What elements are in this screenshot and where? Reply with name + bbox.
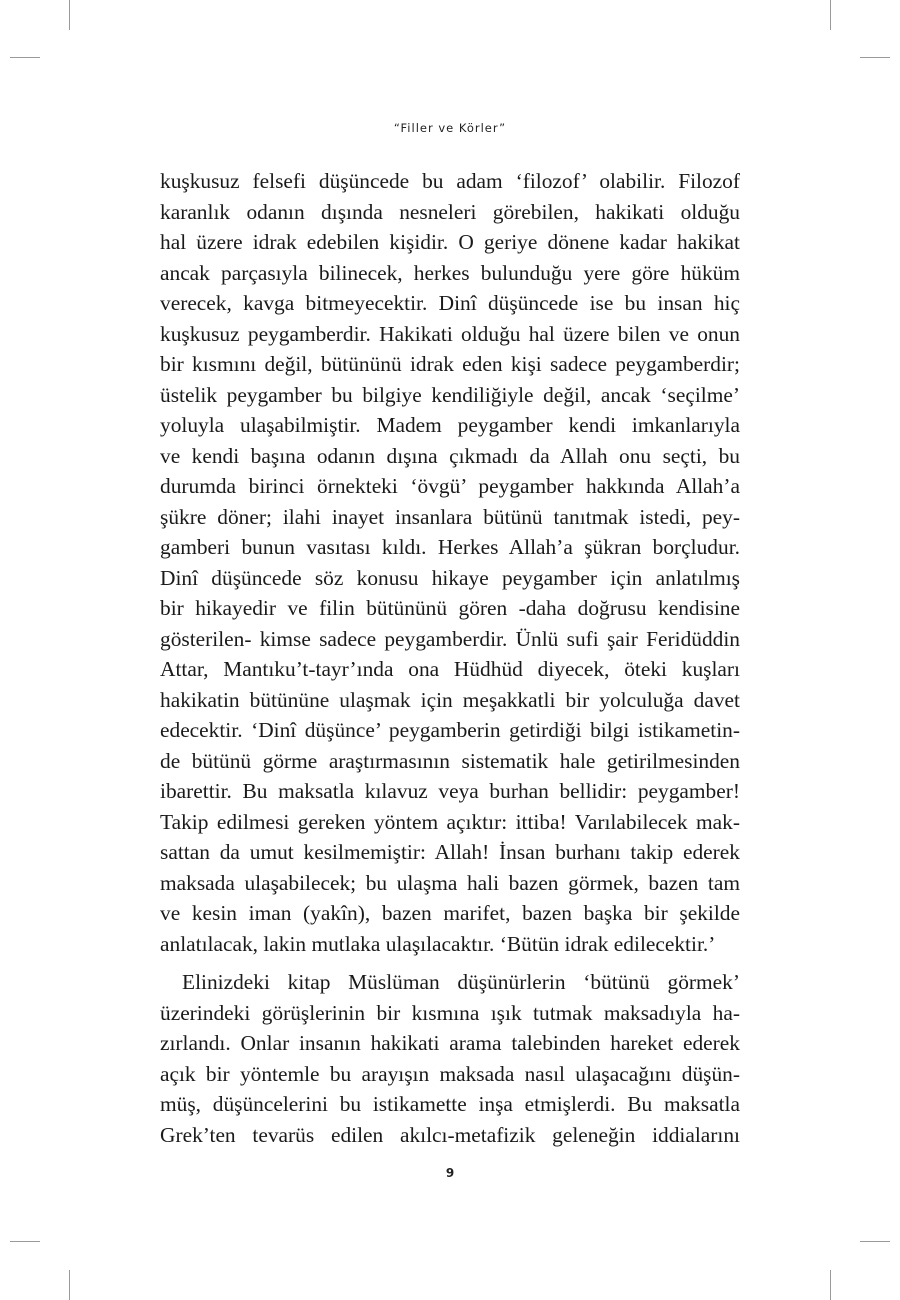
crop-mark-top-right bbox=[830, 0, 831, 30]
text-line: karanlık odanın dışında nesneleri görebilen, hakikati olduğu bbox=[160, 199, 740, 224]
crop-mark-left-top bbox=[10, 57, 40, 58]
text-line: üzerindeki görüşlerinin bir kısmına ışık tutmak maksadıyla ha- bbox=[160, 1000, 740, 1025]
text-line: sattan da umut kesilmemiştir: Allah! İnsan burhanı takip ederek bbox=[160, 840, 740, 864]
text-line: verecek, kavga bitmeyecektir. Dinî düşüncede ise bu insan hiç bbox=[160, 291, 740, 315]
page-number: 9 bbox=[445, 1166, 455, 1180]
text-line: zırlandı. Onlar insanın hakikati arama talebinden hareket ederek bbox=[160, 1031, 740, 1055]
text-line: kuşkusuz peygamberdir. Hakikati olduğu hal üzere bilen ve onun bbox=[160, 321, 740, 346]
text-line: müş, düşüncelerini bu istikamette inşa etmişlerdi. Bu maksatla bbox=[160, 1092, 740, 1116]
text-line: Elinizdeki kitap Müslüman düşünürlerin ‘bütünü görmek’ bbox=[182, 970, 740, 994]
crop-mark-right-top bbox=[860, 57, 890, 58]
text-line: açık bir yöntemle bu arayışın maksada nasıl ulaşacağını düşün- bbox=[160, 1061, 740, 1086]
text-line: ancak parçasıyla bilinecek, herkes bulunduğu yere göre hüküm bbox=[160, 260, 740, 285]
paragraph-2 bbox=[160, 967, 740, 1150]
text-line: şükre döner; ilahi inayet insanlara bütünü tanıtmak istedi, pey- bbox=[160, 504, 740, 529]
text-line: ve kesin iman (yakîn), bazen marifet, bazen başka bir şekilde bbox=[160, 901, 740, 925]
text-line: bir kısmını değil, bütününü idrak eden kişi sadece peygamberdir; bbox=[160, 352, 740, 376]
text-line: anlatılacak, lakin mutlaka ulaşılacaktır. ‘Bütün idrak edilecektir.’ bbox=[160, 931, 716, 956]
text-line: hakikatin bütününe ulaşmak için meşakkatli bir yolculuğa davet bbox=[160, 687, 740, 712]
text-line: gösterilen- kimse sadece peygamberdir. Ünlü sufi şair Feridüddin bbox=[160, 626, 740, 651]
text-line: gamberi bunun vasıtası kıldı. Herkes Allah’a şükran borçludur. bbox=[160, 535, 740, 559]
text-line: Dinî düşüncede söz konusu hikaye peygamber için anlatılmış bbox=[160, 565, 740, 590]
paragraph-gap bbox=[160, 959, 740, 967]
running-head: “Filler ve Körler” bbox=[393, 121, 507, 135]
text-line: edecektir. ‘Dinî düşünce’ peygamberin getirdiği bilgi istikametin- bbox=[160, 718, 740, 742]
text-line: bir hikayedir ve filin bütününü gören -daha doğrusu kendisine bbox=[160, 596, 740, 620]
paragraph-1 bbox=[160, 166, 740, 959]
text-line: durumda birinci örnekteki ‘övgü’ peygamber hakkında Allah’a bbox=[160, 474, 740, 498]
crop-mark-bottom-left bbox=[69, 1270, 70, 1300]
crop-mark-left-bottom bbox=[10, 1241, 40, 1242]
text-line: ve kendi başına odanın dışına çıkmadı da Allah onu seçti, bu bbox=[160, 443, 740, 468]
crop-mark-top-left bbox=[69, 0, 70, 30]
text-line: üstelik peygamber bu bilgiye kendiliğiyle değil, ancak ‘seçilme’ bbox=[160, 382, 740, 407]
body-text bbox=[160, 166, 740, 1150]
text-line: Takip edilmesi gereken yöntem açıktır: ittiba! Varılabilecek mak- bbox=[160, 809, 740, 834]
text-line: Grek’ten tevarüs edilen akılcı-metafizik geleneğin iddialarını bbox=[160, 1122, 740, 1147]
text-line: ibarettir. Bu maksatla kılavuz veya burhan bellidir: peygamber! bbox=[160, 779, 740, 803]
text-line: Attar, Mantıku’t-tayr’ında ona Hüdhüd diyecek, öteki kuşları bbox=[160, 657, 740, 681]
crop-mark-bottom-right bbox=[830, 1270, 831, 1300]
text-line: kuşkusuz felsefi düşüncede bu adam ‘filozof’ olabilir. Filozof bbox=[160, 169, 740, 193]
text-line: maksada ulaşabilecek; bu ulaşma hali bazen görmek, bazen tam bbox=[160, 870, 740, 895]
text-line: yoluyla ulaşabilmiştir. Madem peygamber kendi imkanlarıyla bbox=[160, 413, 740, 437]
crop-mark-right-bottom bbox=[860, 1241, 890, 1242]
text-line: hal üzere idrak edebilen kişidir. O geriye dönene kadar hakikat bbox=[160, 230, 740, 254]
text-line: de bütünü görme araştırmasının sistematik hale getirilmesinden bbox=[160, 748, 740, 773]
